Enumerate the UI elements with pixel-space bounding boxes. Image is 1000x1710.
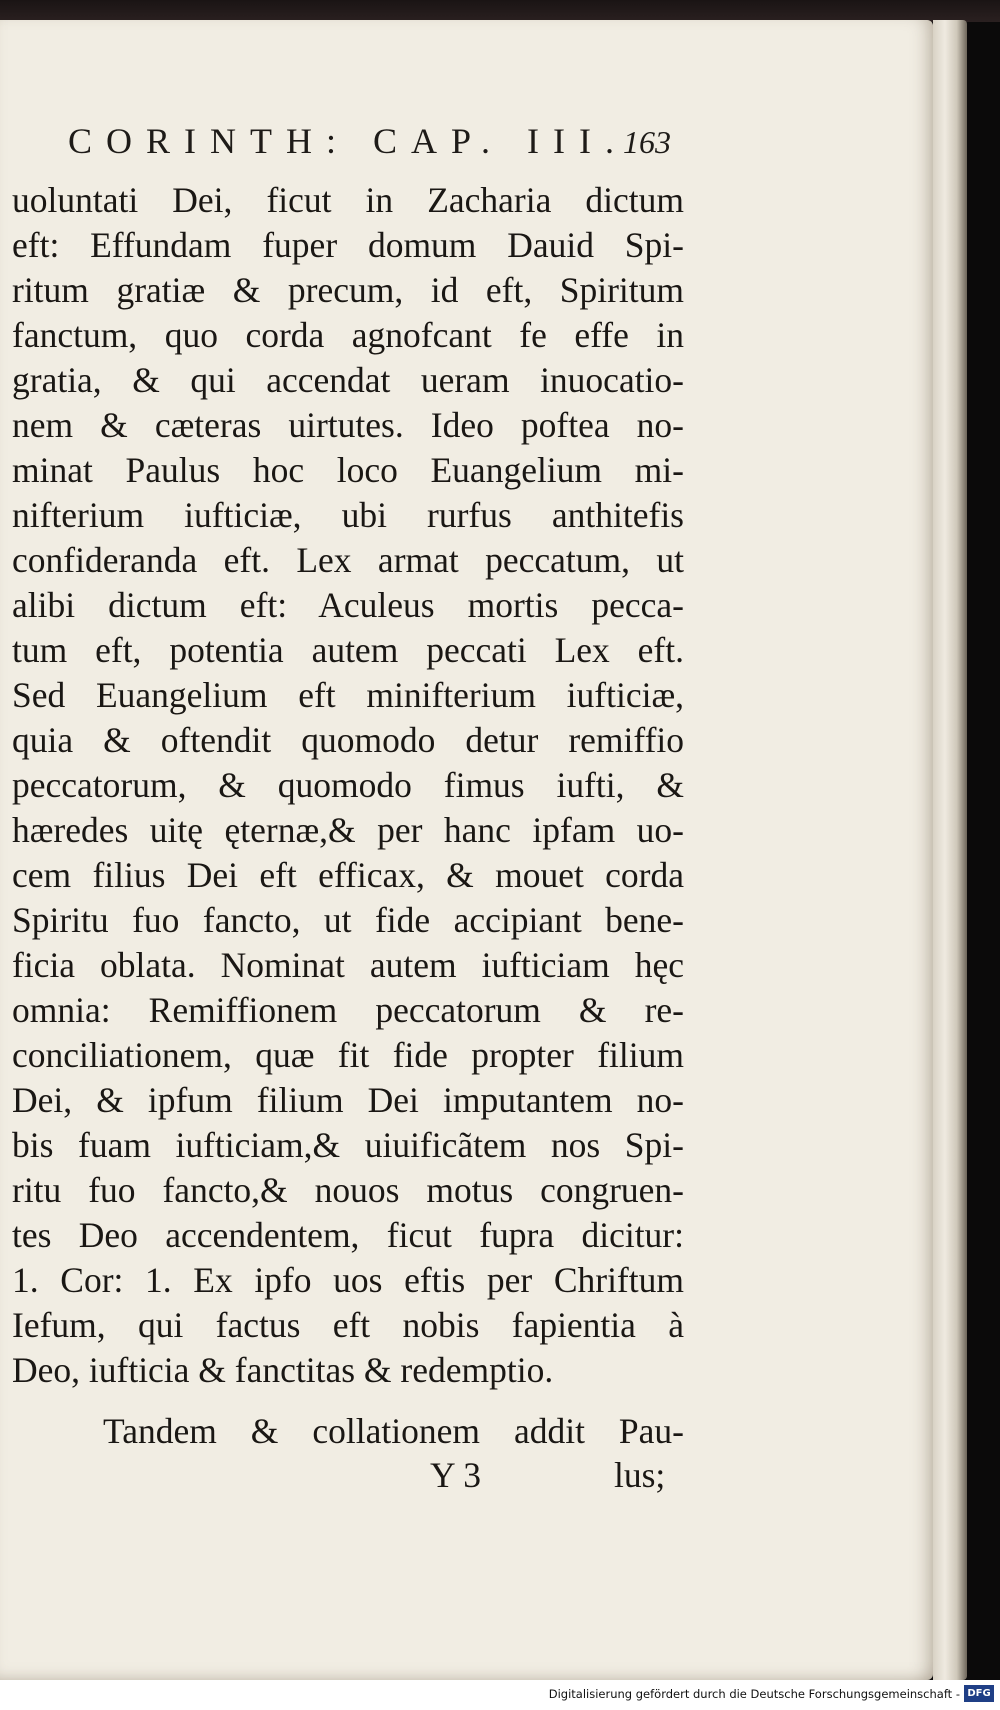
- text-line: bis fuam iufticiam,& uiuificãtem nos Spi-: [12, 1125, 684, 1165]
- text-line: alibi dictum eft: Aculeus mortis pecca-: [12, 585, 684, 625]
- text-line: tum eft, potentia autem peccati Lex eft.: [12, 630, 684, 670]
- text-line: nem & cæteras uirtutes. Ideo poftea no-: [12, 405, 684, 445]
- dfg-logo: DFG: [964, 1685, 994, 1702]
- text-line: omnia: Remiffionem peccatorum & re-: [12, 990, 684, 1030]
- page-number: 163: [623, 124, 671, 160]
- body-text: [0, 20, 933, 1680]
- text-line: conciliationem, quæ fit fide propter filium: [12, 1035, 684, 1075]
- text-line: quia & oftendit quomodo detur remiffio: [12, 720, 684, 760]
- digitization-footer: [0, 1680, 1000, 1710]
- text-line: ritum gratiæ & precum, id eft, Spiritum: [12, 270, 684, 310]
- signature-mark: Y 3: [430, 1455, 481, 1495]
- book-page: [0, 20, 933, 1680]
- running-title: CORINTH: CAP. III.: [68, 121, 629, 161]
- catchword: lus;: [614, 1455, 666, 1495]
- text-line: Sed Euangelium eft minifterium iufticiæ,: [12, 675, 684, 715]
- text-line: nifterium iufticiæ, ubi rurfus anthitefis: [12, 495, 684, 535]
- text-line: uoluntati Dei, ficut in Zacharia dictum: [12, 180, 684, 220]
- text-line: Dei, & ipfum filium Dei imputantem no-: [12, 1080, 684, 1120]
- text-line: peccatorum, & quomodo fimus iufti, &: [12, 765, 684, 805]
- text-line: ritu fuo fancto,& nouos motus congruen-: [12, 1170, 684, 1210]
- page-edge: [933, 20, 967, 1680]
- text-line: confideranda eft. Lex armat peccatum, ut: [12, 540, 684, 580]
- text-line: minat Paulus hoc loco Euangelium mi-: [12, 450, 684, 490]
- text-line: 1. Cor: 1. Ex ipfo uos eftis per Chriftum: [12, 1260, 684, 1300]
- text-line: gratia, & qui accendat ueram inuocatio-: [12, 360, 684, 400]
- text-line: Iefum, qui factus eft nobis fapientia à: [12, 1305, 684, 1345]
- text-line: fanctum, quo corda agnofcant fe effe in: [12, 315, 684, 355]
- text-line: ficia oblata. Nominat autem iufticiam hęc: [12, 945, 684, 985]
- paragraph-start-line: Tandem & collationem addit Pau-: [103, 1411, 684, 1451]
- text-line: hæredes uitę ęternæ,& per hanc ipfam uo-: [12, 810, 684, 850]
- scan-background-top: [0, 0, 1000, 22]
- text-line: tes Deo accendentem, ficut fupra dicitur:: [12, 1215, 684, 1255]
- digitization-credit: Digitalisierung gefördert durch die Deutsche Forschungsgemeinschaft -: [548, 1687, 960, 1701]
- text-line: cem filius Dei eft efficax, & mouet corda: [12, 855, 684, 895]
- text-line: eft: Effundam fuper domum Dauid Spi-: [12, 225, 684, 265]
- text-line: Deo, iufticia & fanctitas & redemptio.: [12, 1350, 554, 1390]
- text-line: Spiritu fuo fancto, ut fide accipiant bene-: [12, 900, 684, 940]
